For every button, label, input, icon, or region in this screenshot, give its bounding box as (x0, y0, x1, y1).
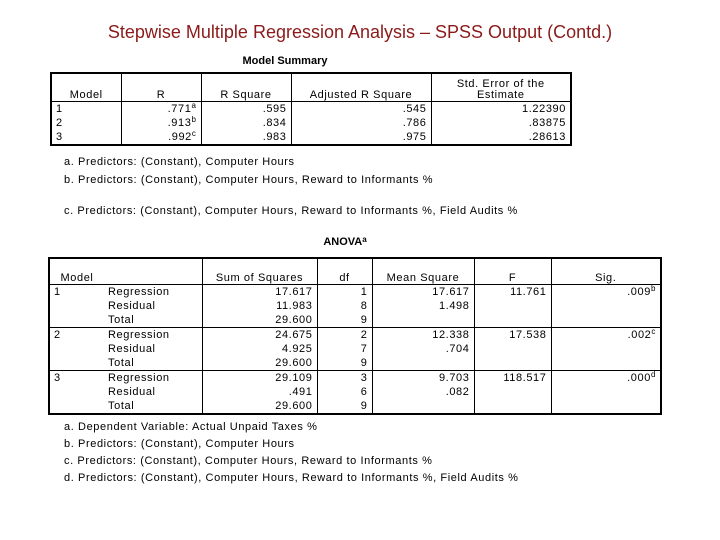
anova-model (49, 356, 104, 371)
anova-sig (551, 299, 661, 313)
ms-r: .992$^c$ (121, 130, 201, 145)
anova-table (48, 257, 662, 415)
ms-header-r: R (121, 73, 201, 101)
ms-std-error: 1.22390 (431, 101, 571, 116)
anova-ms (372, 399, 474, 414)
anova-df: 6 (317, 385, 372, 399)
anova-source: Residual (104, 299, 202, 313)
anova-df: 9 (317, 399, 372, 414)
anova-df: 9 (317, 356, 372, 371)
anova-sig (551, 342, 661, 356)
ms-r: .913$^b$ (121, 116, 201, 130)
anova-model: 3 (49, 370, 104, 385)
anova-df: 7 (317, 342, 372, 356)
anova-ms (372, 356, 474, 371)
anova-ss: 29.600 (202, 356, 317, 371)
anova-header-source (104, 258, 202, 284)
anova-header-ms: Mean Square (372, 258, 474, 284)
anova-model (49, 399, 104, 414)
anova-sig (551, 399, 661, 414)
ms-header-r-square: R Square (201, 73, 291, 101)
anova-ss: 4.925 (202, 342, 317, 356)
anova-sig (551, 385, 661, 399)
anova-ss: 29.109 (202, 370, 317, 385)
anova-header-ss: Sum of Squares (202, 258, 317, 284)
ms-model: 1 (51, 101, 121, 116)
anova-df: 3 (317, 370, 372, 385)
anova-df: 9 (317, 313, 372, 328)
anova-ms: .082 (372, 385, 474, 399)
anova-header-sig: Sig. (551, 258, 661, 284)
anova-f (474, 385, 551, 399)
ms-r-square: .983 (201, 130, 291, 145)
anova-ms: 17.617 (372, 284, 474, 299)
anova-sig (551, 313, 661, 328)
anova-source: Total (104, 399, 202, 414)
anova-ss: 11.983 (202, 299, 317, 313)
anova-f: 118.517 (474, 370, 551, 385)
anova-source: Total (104, 313, 202, 328)
anova-ms (372, 313, 474, 328)
anova-df: 8 (317, 299, 372, 313)
ms-model: 3 (51, 130, 121, 145)
anova-model: 1 (49, 284, 104, 299)
anova-ms: 12.338 (372, 327, 474, 342)
anova-footnote-b: b. Predictors: (Constant), Computer Hours (64, 438, 295, 450)
anova-header-df: df (317, 258, 372, 284)
anova-sig: .000$^d$ (551, 370, 661, 385)
anova-source: Regression (104, 327, 202, 342)
anova-df: 2 (317, 327, 372, 342)
ms-header-adj-r-square: Adjusted R Square (291, 73, 431, 101)
ms-adj-r-square: .786 (291, 116, 431, 130)
anova-f: 17.538 (474, 327, 551, 342)
ms-footnote-b: b. Predictors: (Constant), Computer Hours, Reward to Informants % (64, 174, 434, 186)
ms-r-square: .834 (201, 116, 291, 130)
ms-header-std-error: Std. Error of the Estimate (431, 73, 571, 101)
anova-sig: .002$^c$ (551, 327, 661, 342)
anova-header-model: Model (49, 258, 104, 284)
anova-f: 11.761 (474, 284, 551, 299)
anova-footnote-c: c. Predictors: (Constant), Computer Hours, Reward to Informants % (64, 455, 433, 467)
anova-f (474, 356, 551, 371)
anova-header-f: F (474, 258, 551, 284)
anova-f (474, 342, 551, 356)
anova-ss: 17.617 (202, 284, 317, 299)
anova-source: Regression (104, 284, 202, 299)
anova-f (474, 399, 551, 414)
anova-f (474, 313, 551, 328)
model-summary-caption: Model Summary (242, 55, 328, 67)
anova-footnote-d: d. Predictors: (Constant), Computer Hours, Reward to Informants %, Field Audits % (64, 472, 519, 484)
ms-adj-r-square: .545 (291, 101, 431, 116)
anova-footnote-a: a. Dependent Variable: Actual Unpaid Taxes % (64, 421, 318, 433)
ms-r: .771$^a$ (121, 101, 201, 116)
anova-ms: .704 (372, 342, 474, 356)
ms-std-error: .83875 (431, 116, 571, 130)
slide-title: Stepwise Multiple Regression Analysis – SPSS Output (Contd.) (107, 22, 613, 42)
anova-ms: 9.703 (372, 370, 474, 385)
anova-ss: 24.675 (202, 327, 317, 342)
anova-model: 2 (49, 327, 104, 342)
model-summary-table (50, 72, 572, 146)
anova-caption: ANOVA$^a$ (323, 235, 367, 248)
anova-ss: 29.600 (202, 399, 317, 414)
anova-ss: .491 (202, 385, 317, 399)
anova-model (49, 313, 104, 328)
ms-std-error: .28613 (431, 130, 571, 145)
anova-source: Residual (104, 342, 202, 356)
anova-source: Regression (104, 370, 202, 385)
anova-model (49, 385, 104, 399)
anova-source: Residual (104, 385, 202, 399)
ms-adj-r-square: .975 (291, 130, 431, 145)
anova-df: 1 (317, 284, 372, 299)
anova-source: Total (104, 356, 202, 371)
anova-model (49, 342, 104, 356)
ms-model: 2 (51, 116, 121, 130)
anova-model (49, 299, 104, 313)
ms-footnote-c: c. Predictors: (Constant), Computer Hours, Reward to Informants %, Field Audits % (64, 205, 518, 217)
anova-ss: 29.600 (202, 313, 317, 328)
ms-footnote-a: a. Predictors: (Constant), Computer Hours (64, 156, 295, 168)
ms-header-model: Model (51, 73, 121, 101)
anova-ms: 1.498 (372, 299, 474, 313)
anova-sig (551, 356, 661, 371)
anova-f (474, 299, 551, 313)
anova-sig: .009$^b$ (551, 284, 661, 299)
ms-r-square: .595 (201, 101, 291, 116)
